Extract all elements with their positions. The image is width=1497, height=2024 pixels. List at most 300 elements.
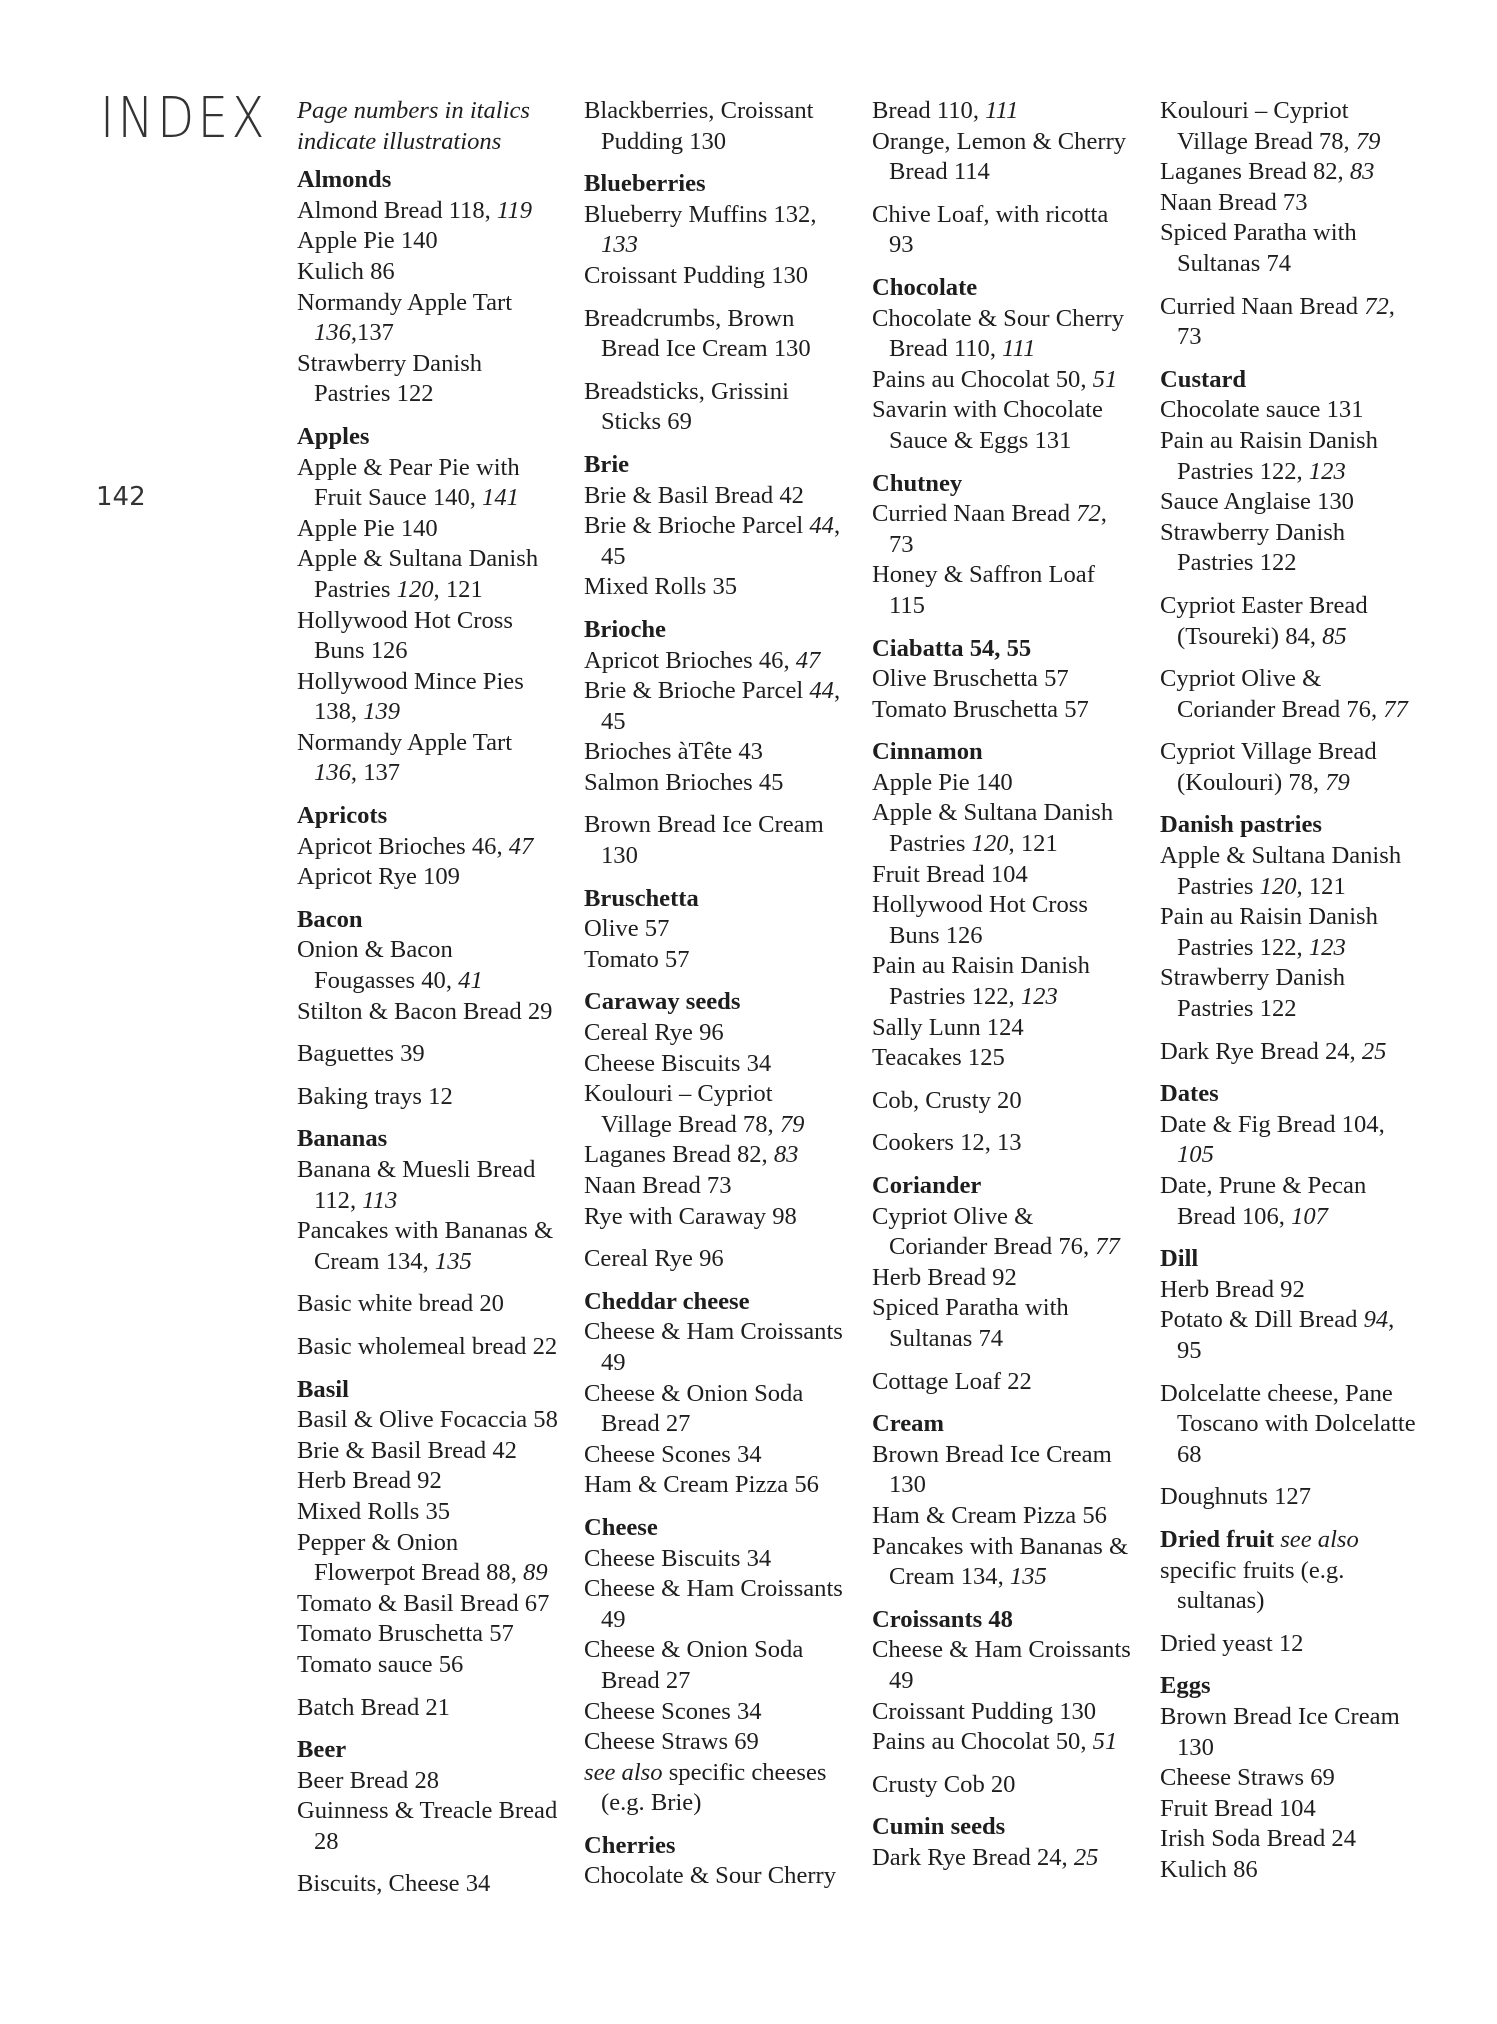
- illustration-page-ref: 111: [985, 97, 1019, 124]
- index-line: [872, 1043, 1134, 1074]
- illustration-page-ref: 120: [1259, 872, 1297, 900]
- illustration-page-ref: 83: [1349, 158, 1375, 186]
- index-line: [872, 1770, 1134, 1801]
- index-line: [1160, 1379, 1422, 1471]
- index-heading-text: Coriander: [872, 1172, 982, 1199]
- index-entry: [1160, 1037, 1422, 1068]
- index-text: Croissant Pudding 130: [584, 261, 809, 289]
- index-line: [584, 1018, 846, 1049]
- index-line: [584, 1440, 846, 1471]
- index-line: [297, 1497, 559, 1528]
- index-line: [872, 798, 1134, 859]
- index-line: [584, 1544, 846, 1575]
- index-text: Tomato Bruschetta 57: [297, 1620, 514, 1648]
- illustration-page-ref: 105: [1177, 1141, 1214, 1169]
- index-heading: [297, 905, 559, 936]
- index-text: Brie & Basil Bread 42: [584, 481, 804, 509]
- index-heading-text: Almonds: [297, 166, 392, 194]
- illustration-page-ref: 141: [482, 484, 519, 512]
- index-line: [584, 96, 846, 157]
- illustration-page-ref: 79: [779, 1110, 805, 1138]
- index-text: Cob, Crusty 20: [872, 1086, 1022, 1114]
- index-line: [297, 606, 559, 667]
- index-heading: [872, 1605, 1134, 1636]
- index-text: Cheese Scones 34: [584, 1697, 762, 1725]
- illustration-page-ref: 79: [1325, 768, 1350, 796]
- index-text: Laganes Bread 82,: [584, 1141, 774, 1169]
- index-line: [1160, 1171, 1422, 1232]
- index-line: [297, 1869, 559, 1900]
- index-line: [872, 1532, 1134, 1593]
- index-text: Kulich 86: [1160, 1855, 1258, 1883]
- illustration-page-ref: 136: [314, 319, 351, 347]
- index-text: Naan Bread 73: [1160, 188, 1308, 216]
- index-text: Basic white bread 20: [297, 1290, 504, 1318]
- index-entry: [297, 422, 559, 789]
- index-text: Doughnuts 127: [1160, 1483, 1311, 1511]
- index-text: Chocolate & Sour Cherry: [584, 1862, 837, 1890]
- index-heading-text: Eggs: [1160, 1672, 1211, 1700]
- index-line: [1160, 1482, 1422, 1513]
- illustration-page-ref: 41: [458, 967, 483, 995]
- index-heading: [872, 469, 1134, 500]
- index-line: [1160, 292, 1422, 353]
- index-line: [1160, 518, 1422, 579]
- index-line: [1160, 1037, 1422, 1068]
- index-heading-text: Chutney: [872, 469, 963, 497]
- index-entry: [584, 884, 846, 976]
- index-line: [1160, 188, 1422, 219]
- index-heading: [584, 1287, 846, 1318]
- illustration-page-ref: 123: [1020, 983, 1058, 1011]
- illustration-page-ref: 119: [496, 196, 532, 224]
- illustration-page-ref: 94: [1363, 1306, 1389, 1334]
- index-entry: [297, 1735, 559, 1857]
- index-line: [584, 572, 846, 603]
- index-text: Cottage Loaf 22: [872, 1367, 1032, 1395]
- index-text: Dolcelatte cheese, Pane Toscano with Dolcelatte 68: [1160, 1379, 1416, 1468]
- index-heading: [584, 169, 846, 200]
- index-heading: [1160, 810, 1422, 841]
- index-text: Tomato Bruschetta 57: [872, 695, 1089, 723]
- index-line: [297, 1082, 559, 1113]
- index-line: [297, 832, 559, 863]
- index-text: Mixed Rolls 35: [297, 1497, 451, 1525]
- index-text: Kulich 86: [297, 257, 395, 285]
- index-entry: [584, 450, 846, 603]
- index-text: Date, Prune & Pecan Bread 106,: [1160, 1172, 1367, 1230]
- index-line: [1160, 591, 1422, 652]
- see-also-label: see also: [1280, 1525, 1359, 1553]
- index-entry: [297, 1039, 559, 1070]
- index-line: [584, 945, 846, 976]
- index-line: [1160, 157, 1422, 188]
- index-text: Apple Pie 140: [297, 514, 438, 542]
- illustration-page-ref: 120: [971, 830, 1009, 858]
- index-entry: [872, 1812, 1134, 1873]
- index-text: Apple & Pear Pie with Fruit Sauce 140,: [297, 453, 520, 512]
- index-line: [297, 1693, 559, 1724]
- index-line: [297, 1619, 559, 1650]
- index-line: [872, 860, 1134, 891]
- index-line: [1160, 96, 1422, 157]
- index-line: [872, 365, 1134, 396]
- index-text: Brie & Brioche Parcel: [584, 677, 810, 705]
- index-heading-text: Chocolate: [872, 273, 978, 301]
- illustration-page-ref: 51: [1092, 365, 1118, 393]
- index-line: [1160, 1629, 1422, 1660]
- illustration-page-ref: 79: [1355, 127, 1381, 155]
- index-text: Hollywood Mince Pies 138,: [297, 667, 524, 726]
- index-text: Strawberry Danish Pastries 122: [1160, 964, 1346, 1023]
- illustration-page-ref: 89: [523, 1559, 548, 1587]
- index-text: Cypriot Olive & Coriander Bread 76,: [872, 1202, 1096, 1261]
- index-text: Strawberry Danish Pastries 122: [1160, 518, 1346, 577]
- index-line: [1160, 395, 1422, 426]
- index-text: Stilton & Bacon Bread 29: [297, 997, 553, 1025]
- index-line: [584, 1861, 846, 1892]
- index-entry: [1160, 1525, 1422, 1617]
- index-heading-text: Brioche: [584, 615, 666, 643]
- index-text: Date & Fig Bread 104,: [1160, 1110, 1385, 1138]
- index-line: [872, 1202, 1134, 1263]
- index-entry: [297, 1693, 559, 1724]
- index-text: Dried yeast 12: [1160, 1629, 1304, 1657]
- index-line: [872, 951, 1134, 1012]
- index-line: [584, 1635, 846, 1696]
- index-line: [584, 481, 846, 512]
- index-text: Brie & Brioche Parcel: [584, 512, 810, 540]
- index-heading: [1160, 1079, 1422, 1110]
- index-text: Cheese Biscuits 34: [584, 1544, 772, 1572]
- index-entry: [584, 1287, 846, 1501]
- index-text: Brown Bread Ice Cream 130: [872, 1440, 1112, 1499]
- index-text: , 121: [1296, 872, 1346, 900]
- index-text: Tomato & Basil Bread 67: [297, 1589, 550, 1617]
- illustration-page-ref: 123: [1308, 457, 1346, 485]
- illustration-page-ref: 47: [795, 646, 821, 674]
- illustration-page-ref: 111: [1002, 335, 1036, 363]
- index-line: [297, 453, 559, 514]
- illustration-page-ref: 136: [314, 759, 351, 787]
- index-heading-text: Croissants 48: [872, 1605, 1013, 1633]
- index-text: Pain au Raisin Danish Pastries 122,: [1160, 426, 1378, 485]
- index-text: Spiced Paratha with Sultanas 74: [1160, 219, 1357, 277]
- index-line: [872, 1086, 1134, 1117]
- index-heading-text: Caraway seeds: [584, 988, 741, 1016]
- index-text: Mixed Rolls 35: [584, 573, 738, 601]
- index-text: Guinness & Treacle Bread 28: [297, 1797, 558, 1855]
- index-text: Onion & Bacon Fougasses 40,: [297, 936, 459, 995]
- index-entry: [297, 1082, 559, 1113]
- index-text: Koulouri – Cypriot Village Bread 78,: [584, 1080, 780, 1138]
- index-line: [872, 1635, 1134, 1696]
- index-column-3: [872, 96, 1134, 1885]
- illustration-page-ref: see also: [584, 1758, 663, 1786]
- index-text: Hollywood Hot Cross Buns 126: [297, 606, 513, 665]
- index-line: [584, 1697, 846, 1728]
- index-line: [584, 1049, 846, 1080]
- index-line: [1160, 1702, 1422, 1763]
- index-text: Dark Rye Bread 24,: [872, 1843, 1074, 1871]
- index-line: [584, 1758, 846, 1819]
- index-line: [1160, 1824, 1422, 1855]
- index-text: Chive Loaf, with ricotta 93: [872, 200, 1109, 259]
- index-text: Breadsticks, Grissini Sticks 69: [584, 377, 789, 436]
- index-text: Cheese & Ham Croissants 49: [584, 1318, 843, 1376]
- illustration-page-ref: 135: [1009, 1563, 1047, 1591]
- index-text: Olive 57: [584, 915, 670, 943]
- index-heading-text: Apples: [297, 422, 370, 450]
- index-entry: [872, 737, 1134, 1074]
- index-text: Naan Bread 73: [584, 1172, 732, 1199]
- index-line: [872, 499, 1134, 560]
- index-heading: [1160, 365, 1422, 396]
- index-text: Apricot Brioches 46,: [584, 646, 796, 674]
- index-entry: [872, 273, 1134, 457]
- index-text: Sally Lunn 124: [872, 1013, 1024, 1041]
- index-text: Orange, Lemon & Cherry Bread 114: [872, 127, 1127, 186]
- index-text: Apple & Sultana Danish Pastries: [297, 545, 539, 603]
- index-text: Olive Bruschetta 57: [872, 665, 1069, 693]
- index-text: Koulouri – Cypriot Village Bread 78,: [1160, 97, 1356, 155]
- index-heading: [872, 737, 1134, 768]
- index-text: Cheese Straws 69: [584, 1728, 759, 1756]
- illustration-page-ref: 135: [434, 1247, 472, 1275]
- index-text: Fruit Bread 104: [872, 860, 1028, 888]
- index-text: Herb Bread 92: [872, 1263, 1017, 1291]
- index-heading-text: Cheese: [584, 1513, 658, 1541]
- illustration-page-ref: 44: [809, 512, 834, 540]
- index-heading-text: Basil: [297, 1375, 349, 1403]
- index-text: Cereal Rye 96: [584, 1245, 724, 1273]
- index-text: Cheese & Ham Croissants 49: [872, 1636, 1131, 1694]
- index-text: Baking trays 12: [297, 1082, 453, 1110]
- index-text: specific cheeses (e.g. Brie): [601, 1758, 827, 1817]
- index-text: Teacakes 125: [872, 1044, 1005, 1072]
- index-text: Tomato sauce 56: [297, 1650, 464, 1678]
- index-entry: [584, 1513, 846, 1819]
- index-text: Apple Pie 140: [297, 227, 438, 255]
- index-entry: [297, 165, 559, 410]
- index-line: [297, 288, 559, 349]
- index-heading: [872, 1812, 1134, 1843]
- index-line: [297, 1039, 559, 1070]
- index-text: Breadcrumbs, Brown Bread Ice Cream 130: [584, 304, 811, 363]
- index-text: Cheese Scones 34: [584, 1440, 762, 1468]
- index-line: [584, 511, 846, 572]
- index-heading: [1160, 1671, 1422, 1702]
- index-heading-text: Cinnamon: [872, 738, 983, 766]
- index-text: Brie & Basil Bread 42: [297, 1436, 517, 1464]
- index-entry: [872, 1770, 1134, 1801]
- illustration-page-ref: 77: [1095, 1233, 1120, 1261]
- index-text: Chocolate & Sour Cherry Bread 110,: [872, 304, 1125, 363]
- index-entry: [872, 200, 1134, 261]
- index-line: [584, 1727, 846, 1758]
- index-line: [872, 96, 1134, 127]
- illustration-page-ref: 107: [1291, 1202, 1328, 1230]
- index-text: Dark Rye Bread 24,: [1160, 1037, 1362, 1065]
- index-text: Croissant Pudding 130: [872, 1697, 1097, 1725]
- index-line: [297, 1289, 559, 1320]
- index-text: Herb Bread 92: [1160, 1275, 1305, 1303]
- index-column-2: [584, 96, 846, 1904]
- index-entry: [1160, 1379, 1422, 1471]
- index-text: , 45: [601, 512, 841, 570]
- page-title: INDEX: [100, 86, 268, 151]
- index-line: [1160, 1763, 1422, 1794]
- index-text: Fruit Bread 104: [1160, 1794, 1316, 1822]
- index-line: [584, 1171, 846, 1202]
- index-entry: [1160, 96, 1422, 280]
- index-line: [584, 914, 846, 945]
- index-entry: [297, 1124, 559, 1277]
- index-text: Pains au Chocolat 50,: [872, 365, 1093, 393]
- index-text: Brioches àTête 43: [584, 738, 763, 766]
- index-entry: [872, 469, 1134, 622]
- index-text: Cypriot Easter Bread (Tsoureki) 84,: [1160, 591, 1368, 650]
- index-line: [297, 196, 559, 227]
- index-heading: [297, 165, 559, 196]
- index-text: Apple Pie 140: [872, 768, 1013, 796]
- index-line: [297, 1405, 559, 1436]
- index-line: [584, 1244, 846, 1275]
- index-line: [297, 667, 559, 728]
- index-text: Pepper & Onion Flowerpot Bread 88,: [297, 1528, 524, 1587]
- index-heading: [872, 273, 1134, 304]
- illustration-page-ref: 44: [809, 677, 834, 705]
- index-text: , 45: [601, 677, 841, 735]
- index-text: , 95: [1177, 1306, 1395, 1364]
- index-text: Cookers 12, 13: [872, 1129, 1022, 1157]
- index-entry: [872, 96, 1134, 188]
- index-heading: [297, 1735, 559, 1766]
- index-text: , 73: [1177, 292, 1395, 351]
- index-line: [584, 1379, 846, 1440]
- index-text: Ham & Cream Pizza 56: [584, 1471, 819, 1499]
- index-text: Biscuits, Cheese 34: [297, 1870, 491, 1898]
- index-entry: [297, 801, 559, 893]
- index-heading-text: Cherries: [584, 1831, 676, 1859]
- index-line: [1160, 1305, 1422, 1366]
- index-line: [297, 862, 559, 893]
- index-line: [297, 544, 559, 605]
- index-line: [1160, 1855, 1422, 1886]
- index-heading-text: Cheddar cheese: [584, 1287, 750, 1315]
- index-line: [297, 349, 559, 410]
- index-heading: [584, 884, 846, 915]
- index-text: Normandy Apple Tart: [297, 728, 513, 756]
- index-text: Savarin with Chocolate Sauce & Eggs 131: [872, 396, 1103, 454]
- index-text: Irish Soda Bread 24: [1160, 1825, 1357, 1853]
- index-line: [872, 890, 1134, 951]
- index-entry: [872, 1409, 1134, 1593]
- index-text: Basil & Olive Focaccia 58: [297, 1406, 558, 1434]
- index-line: [584, 1079, 846, 1140]
- index-text: Brown Bread Ice Cream 130: [584, 811, 824, 870]
- index-line: [297, 1216, 559, 1277]
- index-text: Curried Naan Bread: [1160, 292, 1365, 320]
- index-heading: [1160, 1525, 1422, 1556]
- index-text: Almond Bread 118,: [297, 196, 497, 224]
- index-line: [297, 1528, 559, 1589]
- index-line: [584, 646, 846, 677]
- illustration-page-ref: 25: [1361, 1037, 1387, 1065]
- illustration-page-ref: 85: [1322, 622, 1347, 650]
- index-entry: [584, 96, 846, 157]
- index-entry: [1160, 1244, 1422, 1366]
- page-number: 142: [96, 482, 146, 512]
- index-heading: [584, 615, 846, 646]
- index-entry: [1160, 1079, 1422, 1232]
- index-text: Cereal Rye 96: [584, 1019, 724, 1047]
- index-entry: [584, 1831, 846, 1892]
- index-text: Cypriot Village Bread (Koulouri) 78,: [1160, 738, 1377, 796]
- index-text: Honey & Saffron Loaf 115: [872, 561, 1095, 619]
- index-line: [297, 997, 559, 1028]
- index-line: [297, 1650, 559, 1681]
- index-heading: [584, 987, 846, 1018]
- index-heading-text: Bruschetta: [584, 884, 699, 912]
- index-text: Baguettes 39: [297, 1040, 425, 1068]
- index-text: Apricot Brioches 46,: [297, 832, 509, 860]
- index-text: Batch Bread 21: [297, 1693, 450, 1721]
- index-entry: [872, 1367, 1134, 1398]
- index-text: Spiced Paratha with Sultanas 74: [872, 1294, 1069, 1352]
- index-line: [872, 560, 1134, 621]
- index-entry: [297, 1289, 559, 1320]
- index-heading-text: Ciabatta 54, 55: [872, 634, 1032, 662]
- index-text: ,137: [350, 319, 394, 347]
- index-entry: [1160, 664, 1422, 725]
- index-entry: [297, 1869, 559, 1900]
- illustration-page-ref: 120: [396, 575, 434, 603]
- index-heading: [297, 422, 559, 453]
- index-line: [1160, 664, 1422, 725]
- index-line: [584, 810, 846, 871]
- index-entry: [1160, 1671, 1422, 1885]
- index-entry: [584, 987, 846, 1232]
- index-line: [872, 1727, 1134, 1758]
- index-entry: [297, 1375, 559, 1681]
- index-text: Brown Bread Ice Cream 130: [1160, 1702, 1400, 1761]
- index-heading-text: Danish pastries: [1160, 811, 1322, 839]
- index-text: Pancakes with Bananas & Cream 134,: [872, 1532, 1129, 1591]
- index-line: [297, 728, 559, 789]
- illustration-page-ref: 72: [1076, 500, 1101, 528]
- index-line: [584, 1470, 846, 1501]
- index-text: Bread 110,: [872, 97, 986, 124]
- index-heading: [1160, 1244, 1422, 1275]
- index-text: Blueberry Muffins 132,: [584, 200, 817, 228]
- index-text: Rye with Caraway 98: [584, 1202, 797, 1230]
- illustration-page-ref: 72: [1364, 292, 1389, 320]
- index-heading-text: Cream: [872, 1410, 944, 1438]
- index-heading: [584, 1513, 846, 1544]
- illustration-page-ref: 133: [601, 231, 638, 259]
- index-text: specific fruits (e.g. sultanas): [1160, 1556, 1345, 1615]
- index-text: Blackberries, Croissant Pudding 130: [584, 97, 814, 155]
- index-entry: [584, 615, 846, 799]
- index-text: , 73: [889, 500, 1107, 558]
- index-line: [1160, 1275, 1422, 1306]
- index-text: Cheese & Onion Soda Bread 27: [584, 1379, 804, 1438]
- index-text: Beer Bread 28: [297, 1766, 440, 1794]
- index-text: Tomato 57: [584, 945, 690, 973]
- index-line: [1160, 902, 1422, 963]
- index-line: [297, 1155, 559, 1216]
